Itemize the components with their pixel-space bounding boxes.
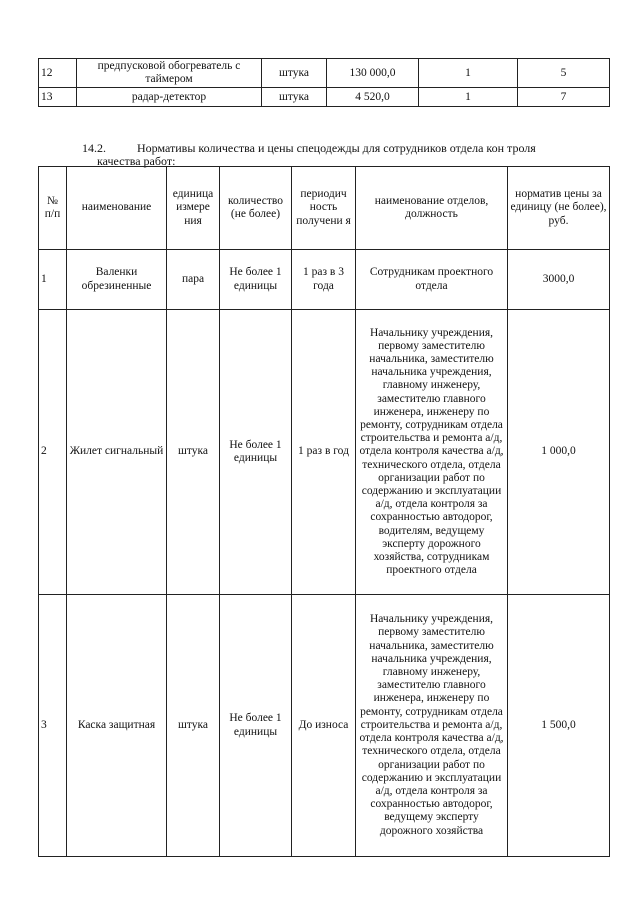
header-period: периодич ность получени я <box>292 167 356 250</box>
item-dept: Начальнику учреждения, первому заместителю начальника, заместителю начальника учреждения, главному инженеру, заместителю главного инженера, инженеру по ремонту, сотрудникам отдела строительства и ремонта а/д, отдела контроля качества а/д, технического отдела, отдела организации работ по содержанию и эксплуатации а/д, отдела контроля за сохранностью автодорог, водителям, ведущему эксперту дорожного хозяйства, сотрудникам проектного отдела <box>356 310 508 595</box>
section-heading <box>82 142 602 168</box>
item-period: 7 <box>518 88 610 107</box>
row-number: 1 <box>39 250 67 310</box>
item-name: Валенки обрезиненные <box>67 250 167 310</box>
item-period: 1 раз в 3 года <box>292 250 356 310</box>
header-price: норматив цены за единицу (не более), руб. <box>508 167 610 250</box>
item-period: 5 <box>518 59 610 88</box>
header-qty: количество (не более) <box>220 167 292 250</box>
row-number: 2 <box>39 310 67 595</box>
item-name: Каска защитная <box>67 595 167 857</box>
item-price: 1 500,0 <box>508 595 610 857</box>
item-qty: 1 <box>419 88 518 107</box>
item-dept: Сотрудникам проектного отдела <box>356 250 508 310</box>
item-period: До износа <box>292 595 356 857</box>
item-unit: штука <box>262 59 327 88</box>
table-header-row <box>39 167 610 250</box>
header-name: наименование <box>67 167 167 250</box>
header-dept: наименование отделов, должность <box>356 167 508 250</box>
item-qty: Не более 1 единицы <box>220 310 292 595</box>
table-row <box>39 250 610 310</box>
table-row <box>39 595 610 857</box>
item-period: 1 раз в год <box>292 310 356 595</box>
row-number: 12 <box>39 59 77 88</box>
row-number: 13 <box>39 88 77 107</box>
section-title: Нормативы количества и цены спецодежды для сотрудников отдела кон троля <box>137 141 536 155</box>
item-name: радар-детектор <box>77 88 262 107</box>
item-dept: Начальнику учреждения, первому заместителю начальника, заместителю начальника учреждения, главному инженеру, заместителю главного инженера, инженеру по ремонту, сотрудникам отдела строительства и ремонта а/д, отдела контроля качества а/д, технического отдела, отдела организации работ по содержанию и эксплуатации а/д, отдела контроля за сохранностью автодорог, ведущему эксперту дорожного хозяйства <box>356 595 508 857</box>
item-price: 4 520,0 <box>327 88 419 107</box>
item-unit: штука <box>167 310 220 595</box>
item-price: 1 000,0 <box>508 310 610 595</box>
item-unit: пара <box>167 250 220 310</box>
header-unit: единица измере ния <box>167 167 220 250</box>
item-qty: 1 <box>419 59 518 88</box>
table-row <box>39 59 610 88</box>
item-name: Жилет сигнальный <box>67 310 167 595</box>
item-name: предпусковой обогреватель с таймером <box>77 59 262 88</box>
item-unit: штука <box>167 595 220 857</box>
item-unit: штука <box>262 88 327 107</box>
item-qty: Не более 1 единицы <box>220 250 292 310</box>
header-num: № п/п <box>39 167 67 250</box>
section-number: 14.2. <box>82 141 106 155</box>
equipment-table <box>38 58 610 107</box>
row-number: 3 <box>39 595 67 857</box>
table-row <box>39 310 610 595</box>
item-price: 3000,0 <box>508 250 610 310</box>
item-price: 130 000,0 <box>327 59 419 88</box>
item-qty: Не более 1 единицы <box>220 595 292 857</box>
table-row <box>39 88 610 107</box>
workwear-norms-table <box>38 166 610 857</box>
section-title-continuation: качества работ: <box>97 154 176 168</box>
